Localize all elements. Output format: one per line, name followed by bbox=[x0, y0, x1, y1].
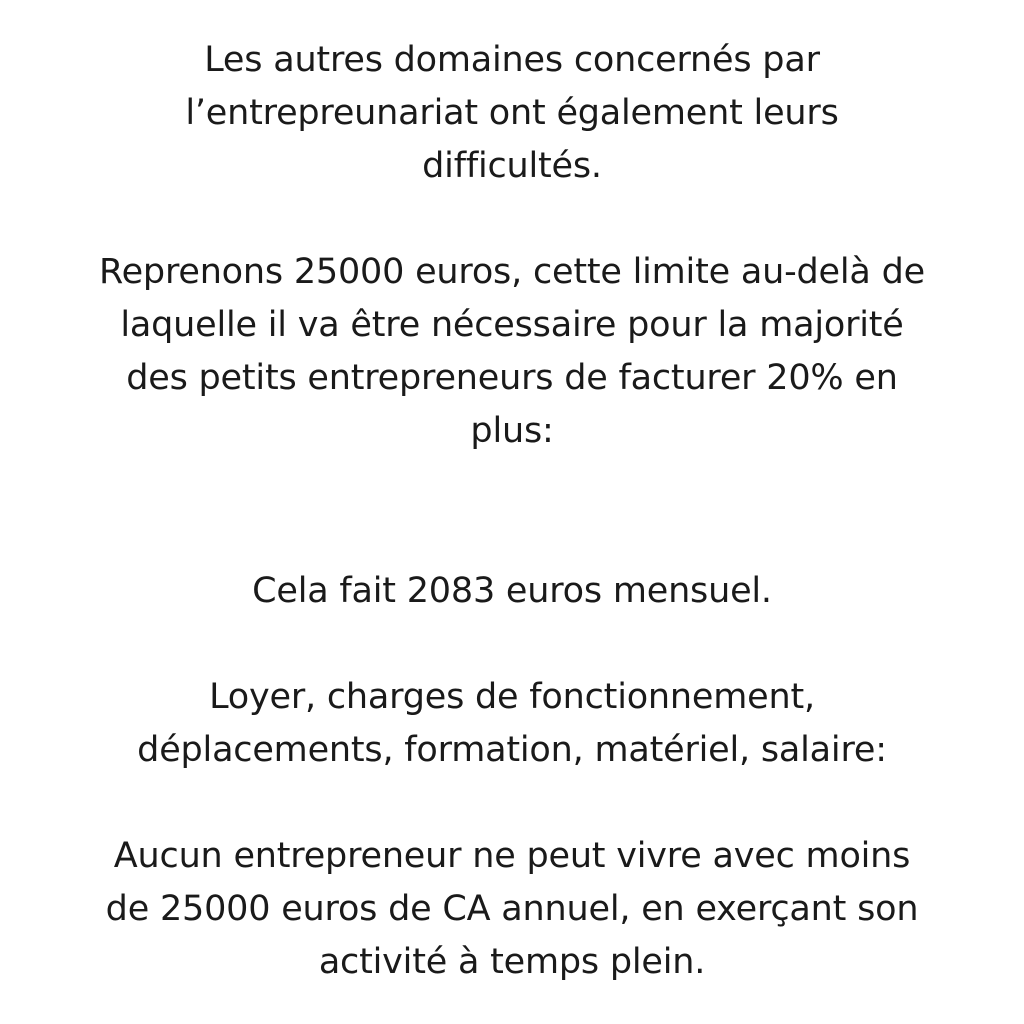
text-line: plus: bbox=[470, 411, 554, 451]
paragraph-monthly bbox=[40, 565, 984, 618]
paragraph-limit bbox=[40, 246, 984, 458]
text-line: des petits entrepreneurs de facturer 20% en bbox=[126, 358, 898, 398]
text-line: Aucun entrepreneur ne peut vivre avec moins bbox=[113, 836, 911, 876]
text-line: activité à temps plein. bbox=[318, 942, 706, 982]
paragraph-expenses bbox=[40, 671, 984, 777]
text-line: laquelle il va être nécessaire pour la majorité bbox=[120, 305, 904, 345]
text-line: Loyer, charges de fonctionnement, bbox=[209, 677, 815, 717]
text-line: l’entrepreunariat ont également leurs bbox=[185, 93, 839, 133]
text-line: déplacements, formation, matériel, salaire: bbox=[137, 730, 887, 770]
text-line: de 25000 euros de CA annuel, en exerçant son bbox=[105, 889, 919, 929]
text-line: Les autres domaines concernés par bbox=[204, 40, 820, 80]
text-line: Cela fait 2083 euros mensuel. bbox=[252, 571, 772, 611]
text-line: difficultés. bbox=[422, 146, 602, 186]
paragraph-intro bbox=[40, 34, 984, 193]
text-line: Reprenons 25000 euros, cette limite au-delà de bbox=[99, 252, 925, 292]
paragraph-conclusion bbox=[40, 830, 984, 989]
